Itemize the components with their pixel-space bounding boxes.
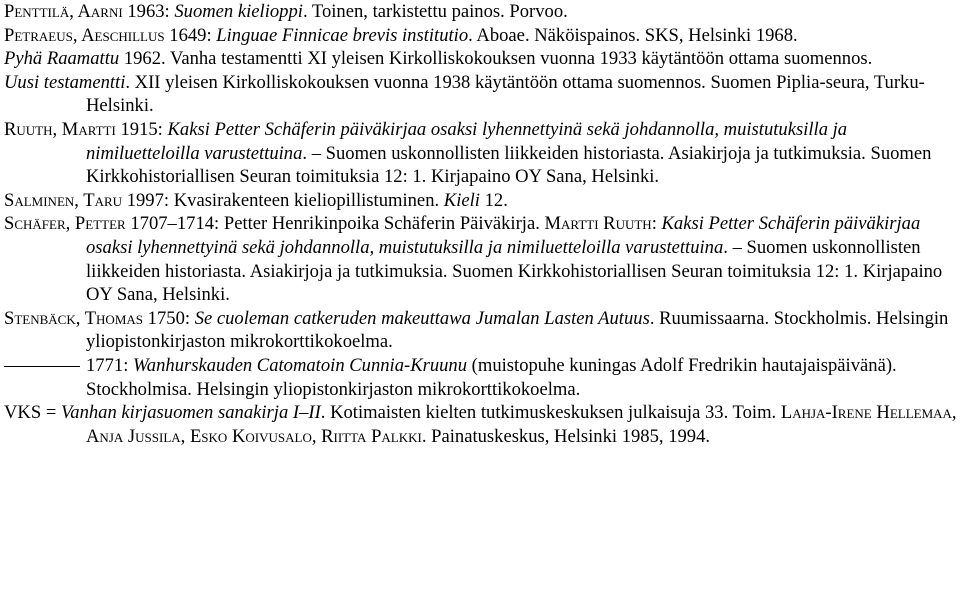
entry-vks: VKS = Vanhan kirjasuomen sanakirja I–II. Kotimaisten kielten tutkimuskeskuksen julkaisuja 33. Toim. Lahja-Irene Hellemaa, Anja Jussila, Esko Koivusalo, Riitta Palkki. Painatuskeskus, Helsinki 1985, 1994. bbox=[4, 402, 957, 447]
publication-details: . Toinen, tarkistettu painos. Porvoo. bbox=[302, 1, 568, 22]
title: Wanhurskauden Catomatoin Cunnia-Kruunu bbox=[133, 354, 468, 376]
publication-details: . – Suomen uskonnollisten liikkeiden historiasta. Asiakirjoja ja tutkimuksia. Suomen Kirkkohistoriallisen Seuran toimituksia 12: 1. Kirjapaino OY Sana, Helsinki. bbox=[86, 142, 932, 188]
publication-details: . XII yleisen Kirkolliskokouksen vuonna 1938 käytäntöön ottama suomennos. Suomen Piplia-seura, Turku-Helsinki. bbox=[86, 71, 925, 117]
series: Kieli bbox=[443, 189, 480, 211]
abbreviation: VKS bbox=[4, 402, 42, 424]
year: 1997 bbox=[126, 189, 164, 211]
publication-details: . Ruumissaarna. Stockholmis. Helsingin yliopistonkirjaston mikrokorttikokoelma. bbox=[86, 307, 949, 353]
author: Salminen, Taru bbox=[4, 189, 123, 211]
author: Petraeus, Aeschillus bbox=[4, 24, 165, 46]
title: Kvasirakenteen kieliopillistuminen. bbox=[173, 189, 444, 211]
entry-stenback-1771: 1771: Wanhurskauden Catomatoin Cunnia-Kruunu (muistopuhe kuningas Adolf Fredrikin hautajaispäivänä). Stockholmisa. Helsingin yliopistonkirjaston mikrokorttikokoelma. bbox=[4, 354, 960, 401]
entry-penttila: Penttilä, Aarni 1963: Suomen kielioppi. Toinen, tarkistettu painos. Porvoo. bbox=[4, 1, 568, 22]
author: Ruuth, Martti bbox=[4, 118, 116, 140]
year: 1707–1714 bbox=[130, 213, 215, 235]
publication-details: . Aboae. Näköispainos. SKS, Helsinki 1968. bbox=[468, 24, 798, 46]
entry-schafer: Schäfer, Petter 1707–1714: Petter Henrikinpoika Schäferin Päiväkirja. Martti Ruuth: Kaksi Petter Schäferin päiväkirjaa osaksi lyhennettyinä sekä johdannolla, muistutuksilla ja nimiluetteloilla varustettuina. – Suomen uskonnollisten liikkeiden historiasta. Asiakirjoja ja tutkimuksia. Suomen Kirkkohistoriallisen Seuran toimituksia 12: 1. Kirjapaino OY Sana, Helsinki. bbox=[4, 213, 943, 306]
title: Se cuoleman catkeruden makeuttawa Jumalan Lasten Autuus bbox=[194, 307, 650, 329]
publication-details: . Kotimaisten kielten tutkimuskeskuksen julkaisuja 33. Toim. bbox=[320, 402, 781, 424]
editors: Lahja-Irene Hellemaa, Anja Jussila, Esko Koivusalo, Riitta Palkki bbox=[86, 402, 957, 447]
source-title: Petter Henrikinpoika Schäferin Päiväkirja. bbox=[223, 213, 545, 235]
author: Schäfer, Petter bbox=[4, 213, 126, 235]
entry-stenback-1750: Stenbäck, Thomas 1750: Se cuoleman catkeruden makeuttawa Jumalan Lasten Autuus. Ruumissaarna. Stockholmis. Helsingin yliopistonkirjaston mikrokorttikokoelma. bbox=[4, 307, 949, 353]
publication-details: . – Suomen uskonnollisten liikkeiden historiasta. Asiakirjoja ja tutkimuksia. Suomen Kirkkohistoriallisen Seuran toimituksia 12: 1. Kirjapaino OY Sana, Helsinki. bbox=[86, 236, 943, 306]
entry-uusi-testamentti bbox=[4, 71, 960, 118]
publication-details: 12. bbox=[479, 189, 508, 211]
author: Stenbäck, Thomas bbox=[4, 307, 144, 329]
author: Penttilä, Aarni bbox=[4, 1, 123, 22]
year: 1649 bbox=[169, 24, 207, 46]
title: Uusi testamentti bbox=[4, 71, 126, 93]
publisher-details: . Painatuskeskus, Helsinki 1985, 1994. bbox=[421, 425, 711, 447]
repeat-author-dash bbox=[4, 366, 80, 367]
title: Kaksi Petter Schäferin päiväkirjaa osaksi lyhennettyinä sekä johdannolla, muistutuksilla ja nimiluetteloilla varustettuina bbox=[86, 118, 848, 164]
entry-pyha-raamattu bbox=[4, 47, 960, 71]
publication-details: 1962. Vanha testamentti XI yleisen Kirkolliskokouksen vuonna 1933 käytäntöön ottama suomennos. bbox=[119, 48, 873, 70]
title: Linguae Finnicae brevis institutio bbox=[216, 24, 469, 46]
title: Pyhä Raamattu bbox=[4, 48, 120, 70]
entry-ruuth: Ruuth, Martti 1915: Kaksi Petter Schäferin päiväkirjaa osaksi lyhennettyinä sekä johdannolla, muistutuksilla ja nimiluetteloilla varustettuina. – Suomen uskonnollisten liikkeiden historiasta. Asiakirjoja ja tutkimuksia. Suomen Kirkkohistoriallisen Seuran toimituksia 12: 1. Kirjapaino OY Sana, Helsinki. bbox=[4, 118, 932, 188]
entry-petraeus: Petraeus, Aeschillus 1649: Linguae Finnicae brevis institutio. Aboae. Näköispainos. SKS, Helsinki 1968. bbox=[4, 24, 798, 46]
editor: Martti Ruuth bbox=[544, 213, 652, 235]
title: Suomen kielioppi bbox=[174, 1, 303, 22]
year: 1750 bbox=[147, 307, 185, 329]
title: Kaksi Petter Schäferin päiväkirjaa osaksi lyhennettyinä sekä johdannolla, muistutuksilla ja nimiluetteloilla varustettuina bbox=[86, 213, 921, 258]
year: 1915 bbox=[120, 118, 158, 140]
publication-details: (muistopuhe kuningas Adolf Fredrikin hautajaispäivänä). Stockholmisa. Helsingin yliopistonkirjaston mikrokorttikokoelma. bbox=[86, 354, 897, 400]
year: 1963 bbox=[127, 1, 165, 22]
year: 1771 bbox=[86, 354, 124, 376]
title: Vanhan kirjasuomen sanakirja I–II bbox=[61, 402, 321, 424]
entry-salminen: Salminen, Taru 1997: Kvasirakenteen kieliopillistuminen. Kieli 12. bbox=[4, 189, 508, 211]
